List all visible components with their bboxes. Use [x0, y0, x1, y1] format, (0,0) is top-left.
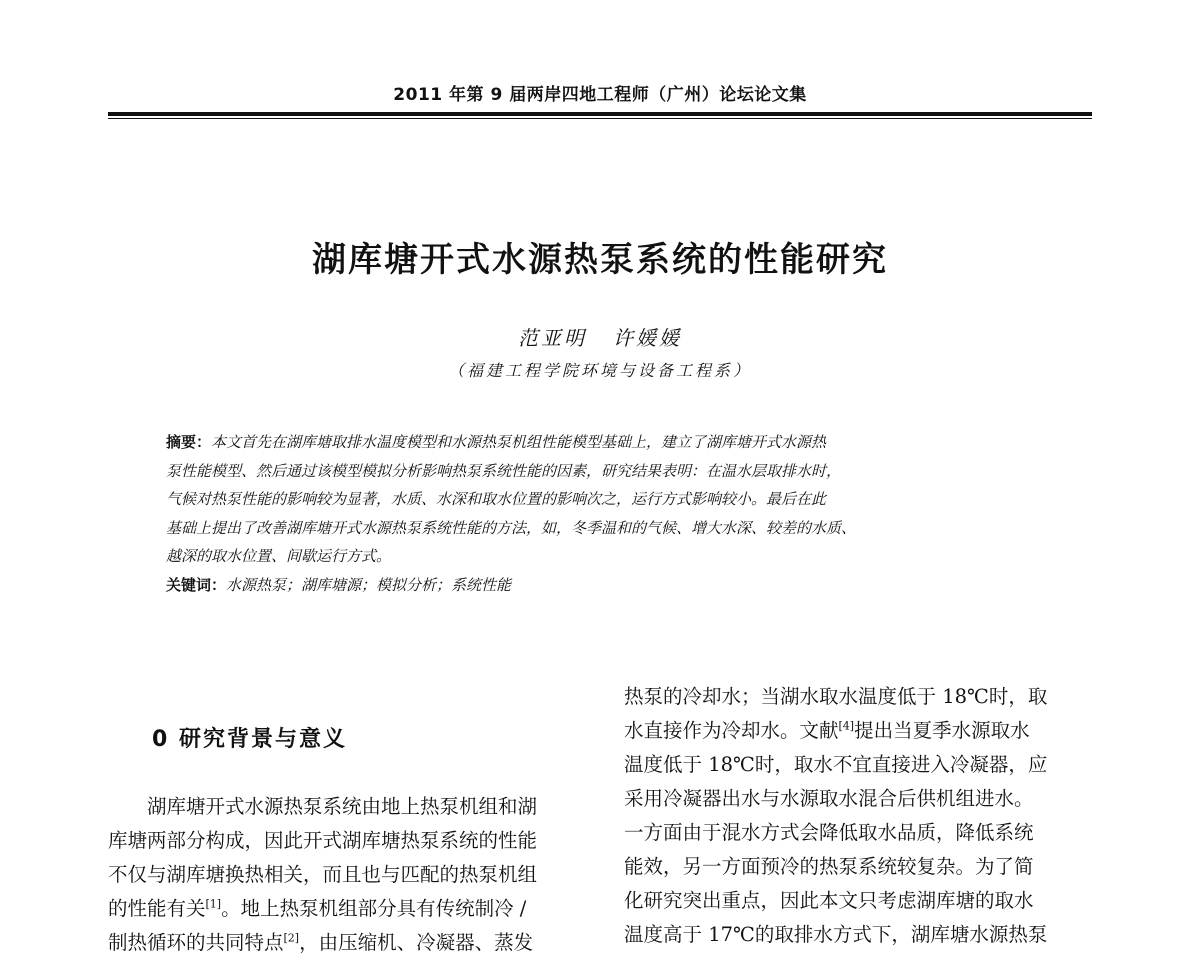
keywords	[166, 571, 1036, 600]
author-1: 范亚明	[518, 326, 587, 350]
header-rule-thin	[108, 118, 1092, 119]
right-column	[624, 680, 1092, 952]
right-line-4: 采用冷凝器出水与水源取水混合后供机组进水。	[624, 787, 1034, 810]
right-line-2	[624, 714, 1092, 748]
abstract-line-1: 本文首先在湖库塘取排水温度模型和水源热泵机组性能模型基础上，建立了湖库塘开式水源热	[211, 433, 827, 451]
left-line-5	[108, 926, 578, 960]
abstract-line-2: 泵性能模型、然后通过该模型模拟分析影响热泵系统性能的因素，研究结果表明：在温水层取排水时，	[166, 461, 842, 480]
running-head: 2011 年第 9 届两岸四地工程师（广州）论坛论文集	[393, 85, 807, 105]
keywords-text: 水源热泵；湖库塘源；模拟分析；系统性能	[226, 575, 512, 594]
abstract	[166, 428, 1036, 599]
left-line-3: 不仅与湖库塘换热相关，而且也与匹配的热泵机组	[108, 863, 538, 886]
section-heading: 0 研究背景与意义	[152, 727, 347, 752]
abstract-line-4: 基础上提出了改善湖库塘开式水源热泵系统性能的方法，如，冬季温和的气候、增大水深、较差的水质、	[166, 518, 857, 537]
right-line-8: 温度高于 17℃的取排水方式下，湖库塘水源热泵	[624, 923, 1048, 946]
affiliation: （福建工程学院环境与设备工程系）	[447, 361, 752, 380]
citation-4: [4]	[838, 719, 855, 733]
citation-1: [1]	[205, 897, 222, 911]
left-line-2: 库塘两部分构成，因此开式湖库塘热泵系统的性能	[108, 829, 538, 852]
left-line-1: 湖库塘开式水源热泵系统由地上热泵机组和湖	[147, 795, 538, 818]
right-line-2a: 水直接作为冷却水。文献	[624, 719, 839, 742]
right-line-7: 化研究突出重点，因此本文只考虑湖库塘的取水	[624, 889, 1034, 912]
author-2: 许媛媛	[613, 326, 682, 350]
right-line-2b: 提出当夏季水源取水	[854, 719, 1030, 742]
right-line-3: 温度低于 18℃时，取水不宜直接进入冷凝器，应	[624, 753, 1048, 776]
left-line-5b: ，由压缩机、冷凝器、蒸发	[299, 931, 534, 954]
left-line-4a: 的性能有关	[108, 897, 206, 920]
right-line-6: 能效，另一方面预冷的热泵系统较复杂。为了简	[624, 855, 1034, 878]
left-line-5a: 制热循环的共同特点	[108, 931, 284, 954]
header-rule-thick	[108, 112, 1092, 116]
keywords-label: 关键词：	[166, 575, 227, 594]
left-line-4	[108, 892, 578, 926]
abstract-line-3: 气候对热泵性能的影响较为显著，水质、水深和取水位置的影响次之，运行方式影响较小。最后在此	[166, 490, 827, 508]
abstract-line-5: 越深的取水位置、间歇运行方式。	[166, 547, 392, 565]
abstract-label: 摘要：	[166, 433, 212, 451]
authors	[108, 322, 1092, 351]
left-column	[108, 720, 578, 960]
left-line-4b: 。地上热泵机组部分具有传统制冷 /	[221, 897, 527, 920]
paper-title: 湖库塘开式水源热泵系统的性能研究	[312, 240, 888, 280]
right-line-5: 一方面由于混水方式会降低取水品质，降低系统	[624, 821, 1034, 844]
citation-2: [2]	[283, 931, 300, 945]
right-line-1: 热泵的冷却水；当湖水取水温度低于 18℃时，取	[624, 685, 1048, 708]
